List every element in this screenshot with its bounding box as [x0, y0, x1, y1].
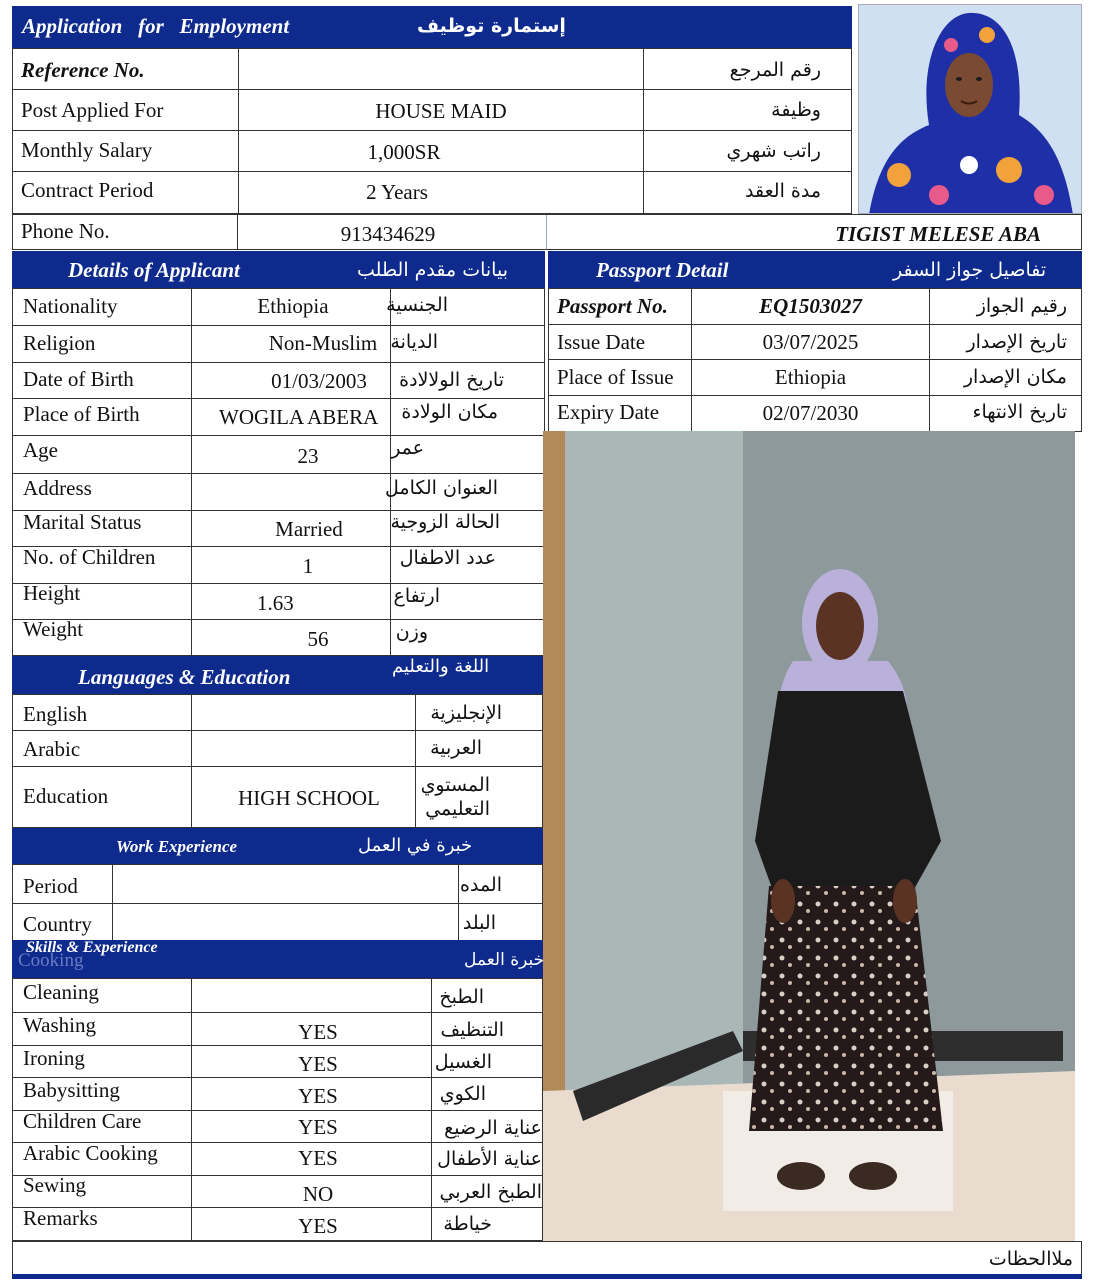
skill-babysitting-label-ar: الكوي: [439, 1083, 486, 1105]
english-label-ar: الإنجليزية: [430, 702, 502, 724]
education-label-ar: المستوي التعليمي: [420, 774, 490, 820]
skill-cleaning-label-ar: الطبخ: [439, 986, 484, 1008]
skill-cleaning-label: Cleaning: [23, 980, 99, 1004]
age-value: 23: [297, 444, 319, 468]
languages-title-en: Languages & Education: [78, 665, 291, 689]
phone-name-row: [12, 214, 1082, 250]
details-title-ar: بيانات مقدم الطلب: [357, 259, 508, 281]
reference-label-ar: رقم المرجع: [729, 59, 821, 81]
top-info-table: [12, 48, 852, 214]
religion-label: Religion: [23, 331, 96, 355]
form-title-ar: إستمارة توظيف: [417, 15, 566, 37]
work-title-en: Work Experience: [116, 837, 238, 856]
religion-value: Non-Muslim: [268, 331, 378, 355]
issue-date-label: Issue Date: [557, 330, 646, 354]
arabic-label: Arabic: [23, 737, 81, 761]
skill-arabic-cooking-label: Arabic Cooking: [23, 1141, 158, 1165]
languages-table: [12, 694, 543, 828]
skill-children-care-label-ar: عناية الرضيع: [444, 1117, 542, 1139]
age-label-ar: عمر: [391, 437, 424, 459]
skills-title-en: Skills & Experience: [26, 939, 158, 956]
skill-remarks-label-ar: خياطة: [443, 1213, 492, 1235]
notes-row: [12, 1241, 1082, 1275]
skill-washing-label: Washing: [23, 1013, 96, 1037]
issue-date-value: 03/07/2025: [762, 330, 859, 354]
nationality-label: Nationality: [23, 294, 118, 318]
phone-value: 913434629: [340, 222, 436, 246]
reference-label: Reference No.: [21, 58, 145, 82]
height-label: Height: [23, 581, 81, 605]
passport-title-ar: تفاصيل جواز السفر: [893, 259, 1047, 281]
english-label: English: [23, 702, 88, 726]
place-of-issue-label: Place of Issue: [557, 365, 674, 389]
nationality-value: Ethiopia: [257, 294, 329, 318]
applicant-name: TIGIST MELESE ABA: [835, 222, 1041, 246]
details-title-en: Details of Applicant: [68, 258, 240, 282]
place-of-issue-label-ar: مكان الإصدار: [963, 366, 1067, 388]
languages-education-header: [12, 656, 543, 694]
post-label-ar: وظيفة: [771, 99, 821, 121]
issue-date-label-ar: تاريخ الإصدار: [966, 331, 1067, 353]
skill-ironing-label: Ironing: [23, 1046, 85, 1070]
details-table: [12, 288, 545, 656]
arabic-label-ar: العربية: [430, 737, 482, 759]
skill-ironing-label-ar: الغسيل: [434, 1051, 492, 1073]
passport-no-label: Passport No.: [557, 294, 668, 318]
country-label: Country: [23, 912, 92, 936]
applicant-full-body-photo: [543, 431, 1075, 1241]
skills-overlap-label: Cooking: [18, 950, 84, 971]
post-label: Post Applied For: [21, 98, 164, 122]
education-value: HIGH SCHOOL: [238, 786, 380, 810]
religion-label-ar: الديانة: [390, 331, 438, 353]
skill-children-care-value: YES: [298, 1115, 338, 1139]
skills-experience-header: [12, 940, 543, 978]
skills-table: [12, 978, 543, 1241]
weight-label: Weight: [23, 617, 84, 641]
expiry-date-value: 02/07/2030: [762, 401, 859, 425]
period-label-ar: المده: [460, 874, 502, 896]
contract-label-ar: مدة العقد: [745, 180, 821, 202]
salary-label-ar: راتب شهري: [726, 140, 821, 162]
passport-no-label-ar: رقيم الجواز: [976, 295, 1067, 317]
skill-remarks-label: Remarks: [23, 1206, 98, 1230]
salary-label: Monthly Salary: [21, 138, 153, 162]
details-of-applicant-header: [12, 251, 545, 288]
country-label-ar: البلد: [462, 912, 496, 934]
height-value: 1.63: [257, 591, 294, 615]
skill-washing-value: YES: [298, 1020, 338, 1044]
education-label: Education: [23, 784, 109, 808]
passport-title-en: Passport Detail: [596, 258, 729, 282]
weight-value: 56: [307, 627, 329, 651]
contract-value: 2 Years: [366, 180, 428, 204]
height-label-ar: ارتفاع: [393, 585, 440, 607]
skill-ironing-value: YES: [298, 1052, 338, 1076]
passport-no-value: EQ1503027: [759, 294, 862, 318]
age-label: Age: [23, 438, 58, 462]
children-value: 1: [302, 554, 314, 578]
form-title-en: Application for Employment: [22, 14, 290, 38]
expiry-date-label: Expiry Date: [557, 400, 660, 424]
skill-arabic-cooking-label-ar: عناية الأطفال: [437, 1148, 542, 1170]
applicant-portrait-photo: [858, 4, 1082, 214]
skill-children-care-label: Children Care: [23, 1109, 142, 1133]
marital-label-ar: الحالة الزوجية: [390, 511, 500, 533]
marital-value: Married: [275, 517, 343, 541]
skill-washing-label-ar: التنظيف: [440, 1019, 504, 1041]
nationality-label-ar: الجنسية: [386, 294, 448, 316]
work-title-ar: خبرة في العمل: [358, 835, 473, 856]
passport-table: [548, 288, 1082, 432]
skill-sewing-label-ar: الطبخ العربي: [439, 1181, 542, 1203]
post-value: HOUSE MAID: [375, 99, 507, 123]
dob-value: 01/03/2003: [271, 369, 367, 393]
form-header: [12, 6, 852, 48]
period-label: Period: [23, 874, 78, 898]
notes-label-ar: ملاالحظات: [988, 1248, 1073, 1270]
skill-remarks-value: YES: [298, 1214, 338, 1238]
marital-label: Marital Status: [23, 510, 142, 534]
skills-title-ar: خبرة العمل: [464, 950, 545, 970]
pob-label: Place of Birth: [23, 402, 140, 426]
address-label-ar: العنوان الكامل: [385, 477, 498, 499]
pob-label-ar: مكان الولادة: [401, 401, 498, 423]
dob-label-ar: تاريخ الولالادة: [399, 369, 504, 391]
weight-label-ar: وزن: [395, 621, 428, 643]
skill-sewing-value: NO: [302, 1182, 334, 1206]
work-experience-header: [12, 828, 543, 864]
pob-value: WOGILA ABERA: [219, 405, 379, 429]
salary-value: 1,000SR: [367, 140, 441, 164]
skill-babysitting-value: YES: [298, 1084, 338, 1108]
bottom-rule: [12, 1274, 1082, 1279]
phone-label: Phone No.: [21, 219, 110, 243]
children-label: No. of Children: [23, 545, 156, 569]
skill-babysitting-label: Babysitting: [23, 1078, 120, 1102]
languages-title-ar: اللغة والتعليم: [392, 656, 490, 677]
expiry-date-label-ar: تاريخ الانتهاء: [972, 401, 1067, 423]
address-label: Address: [23, 476, 92, 500]
skill-arabic-cooking-value: YES: [298, 1146, 338, 1170]
skill-sewing-label: Sewing: [23, 1173, 86, 1197]
passport-detail-header: [548, 251, 1082, 288]
place-of-issue-value: Ethiopia: [774, 365, 847, 389]
dob-label: Date of Birth: [23, 367, 134, 391]
contract-label: Contract Period: [21, 178, 154, 202]
children-label-ar: عدد الاطفال: [399, 547, 496, 569]
work-experience-table: [12, 864, 543, 942]
